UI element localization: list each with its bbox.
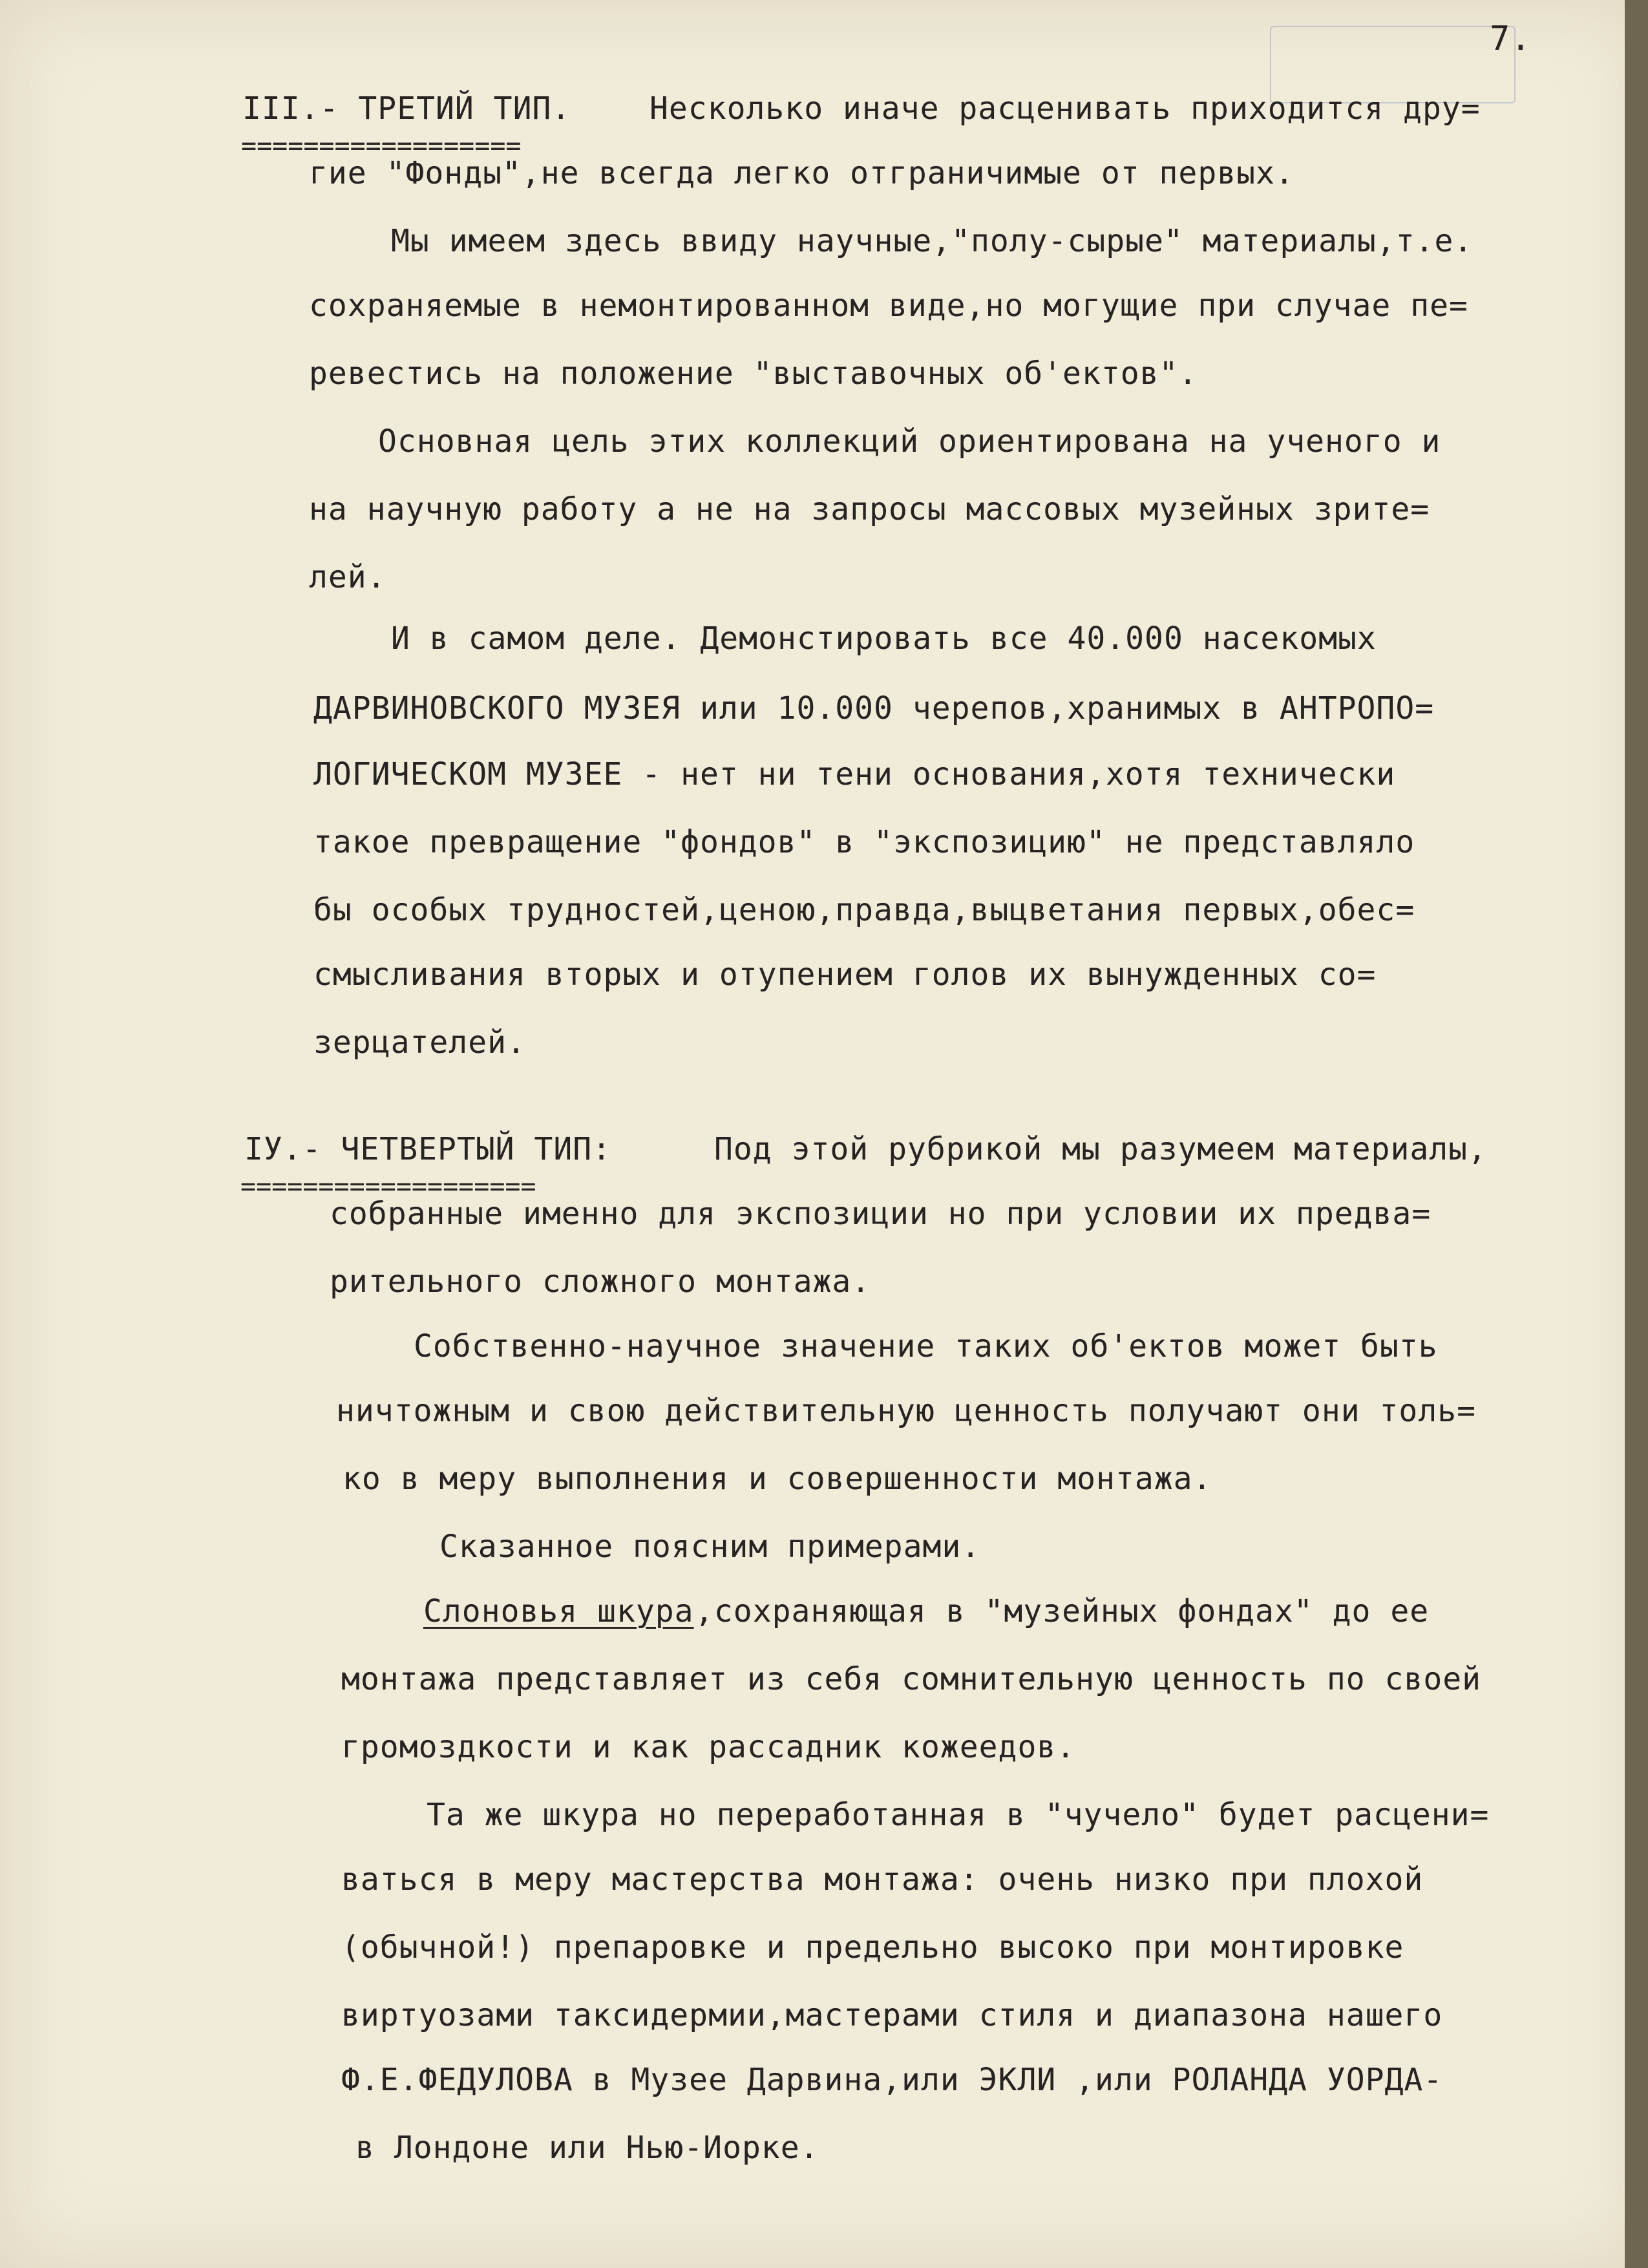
text-line: Та же шкура но переработанная в "чучело" будет расцени= (427, 1797, 1490, 1833)
text-line: зерцателей. (313, 1024, 526, 1061)
text-line: ЛОГИЧЕСКОМ МУЗЕЕ - нет ни тени основания,хотя технически (313, 756, 1396, 792)
text-line: гие "Фонды",не всегда легко отграничимые от первых. (309, 155, 1294, 191)
text-line: монтажа представляет из себя сомнительную ценность по своей (341, 1661, 1482, 1697)
text-line: Основная цель этих коллекций ориентирована на ученого и (378, 423, 1441, 460)
text-line: лей. (309, 559, 386, 595)
text-line: смысливания вторых и отупением голов их вынужденных со= (313, 957, 1377, 993)
text-line: ваться в меру мастерства монтажа: очень низко при плохой (341, 1861, 1424, 1898)
text-line: И в самом деле. Демонстировать все 40.000 насекомых (391, 620, 1377, 657)
text-line: Под этой рубрикой мы разумеем материалы, (714, 1131, 1487, 1167)
text-line: Сказанное поясним примерами. (439, 1529, 981, 1565)
section-4-heading: IУ.- ЧЕТВЕРТЫЙ ТИП: (244, 1131, 612, 1167)
text-line: Мы имеем здесь ввиду научные,"полу-сырые" материалы,т.е. (391, 223, 1474, 259)
text-line: Собственно-научное значение таких об'ектов может быть (414, 1328, 1438, 1364)
section-3-heading-underline: ================== (241, 131, 522, 161)
text-line: Несколько иначе расценивать приходится дру= (650, 90, 1481, 127)
text-line: ДАРВИНОВСКОГО МУЗЕЯ или 10.000 черепов,хранимых в АНТРОПО= (313, 690, 1435, 726)
text-line: виртуозами таксидермии,мастерами стиля и диапазона нашего (341, 1997, 1443, 2033)
text-line: громоздкости и как рассадник кожеедов. (341, 1729, 1076, 1765)
example-term: Слоновья шкура (423, 1593, 694, 1629)
section-4-heading-underline: =================== (240, 1172, 536, 1202)
text-line: бы особых трудностей,ценою,правда,выцветания первых,обес= (313, 892, 1415, 928)
text-line: собранные именно для экспозиции но при условии их предва= (330, 1196, 1431, 1232)
text-line: (обычной!) препаровке и предельно высоко при монтировке (341, 1929, 1404, 1966)
text-line: такое превращение "фондов" в "экспозицию" не представляло (313, 824, 1415, 860)
page-edge-shadow (1625, 0, 1648, 2268)
page-number: 7. (1490, 19, 1532, 58)
text-line: ,сохраняющая в "музейных фондах" до ее (695, 1593, 1430, 1629)
section-3-heading: III.- ТРЕТИЙ ТИП. (242, 90, 571, 127)
text-line: Ф.Е.ФЕДУЛОВА в Музее Дарвина,или ЭКЛИ ,или РОЛАНДА УОРДА- (341, 2062, 1443, 2098)
text-line: сохраняемые в немонтированном виде,но могущие при случае пе= (309, 288, 1468, 324)
text-line: в Лондоне или Нью-Иорке. (355, 2130, 819, 2166)
text-line: ревестись на положение "выставочных об'ектов". (309, 355, 1198, 392)
text-line: ко в меру выполнения и совершенности монтажа. (343, 1461, 1212, 1497)
text-line: ничтожным и свою действительную ценность получают они толь= (336, 1393, 1477, 1429)
text-line: рительного сложного монтажа. (330, 1264, 871, 1300)
text-line: на научную работу а не на запросы массовых музейных зрите= (309, 491, 1430, 527)
